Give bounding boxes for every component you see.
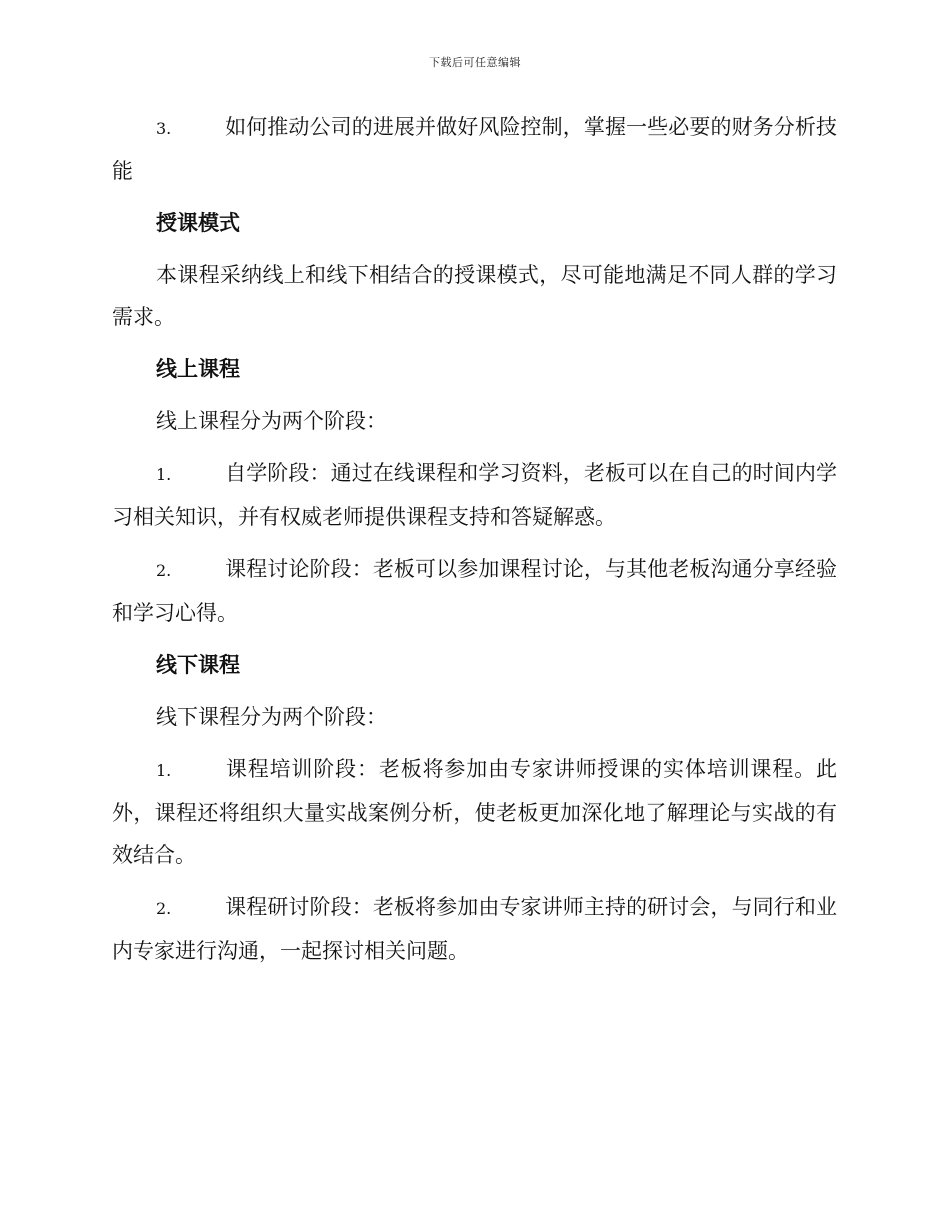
paragraph: 线上课程分为两个阶段： (156, 409, 387, 433)
section-heading-online: 线上课程 (156, 357, 240, 381)
section-heading-teaching-mode: 授课模式 (156, 211, 240, 235)
list-item (112, 452, 837, 538)
paragraph: 本课程采纳线上和线下相结合的授课模式，尽可能地满足不同人群的学习需求。 (112, 263, 837, 329)
list-text: 课程讨论阶段：老板可以参加课程讨论，与其他老板沟通分享经验和学习心得。 (112, 557, 837, 625)
document-body (112, 106, 837, 982)
page-header: 下载后可任意编辑 (429, 56, 521, 69)
list-number: 1. (156, 465, 172, 484)
section-heading-offline: 线下课程 (156, 653, 240, 677)
list-number: 2. (156, 561, 172, 580)
list-number: 2. (156, 899, 172, 918)
list-number: 1. (156, 761, 172, 780)
list-text: 课程培训阶段：老板将参加由专家讲师授课的实体培训课程。此外，课程还将组织大量实战案例分析，使老板更加深化地了解理论与实战的有效结合。 (112, 757, 837, 867)
list-item (112, 748, 837, 876)
paragraph: 线下课程分为两个阶段： (156, 705, 387, 729)
list-text: 课程研讨阶段：老板将参加由专家讲师主持的研讨会，与同行和业内专家进行沟通，一起探讨相关问题。 (112, 895, 837, 963)
list-item (112, 106, 837, 192)
list-text: 如何推动公司的进展并做好风险控制，掌握一些必要的财务分析技能 (112, 115, 837, 183)
list-text: 自学阶段：通过在线课程和学习资料，老板可以在自己的时间内学习相关知识，并有权威老师提供课程支持和答疑解惑。 (112, 461, 837, 529)
list-item (112, 886, 837, 972)
list-number: 3. (156, 119, 172, 138)
list-item (112, 548, 837, 634)
